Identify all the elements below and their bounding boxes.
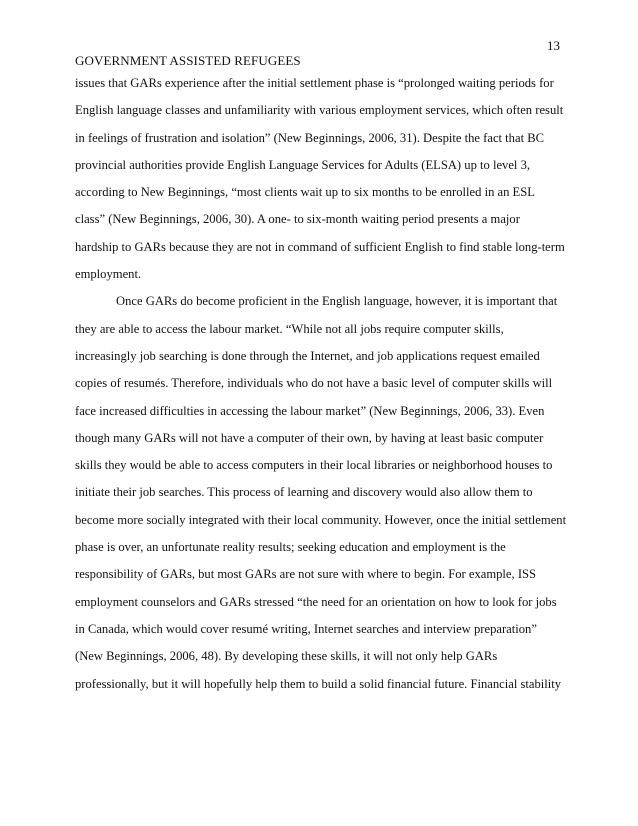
text-line: initiate their job searches. This process of learning and discovery would also allow them to bbox=[75, 485, 533, 500]
text-line: (New Beginnings, 2006, 48). By developing these skills, it will not only help GARs bbox=[75, 649, 498, 664]
running-head: GOVERNMENT ASSISTED REFUGEES bbox=[75, 53, 301, 68]
text-line: provincial authorities provide English Language Services for Adults (ELSA) up to level 3, bbox=[75, 157, 531, 172]
text-line: increasingly job searching is done through the Internet, and job applications request emailed bbox=[75, 348, 540, 363]
text-line: phase is over, an unfortunate reality results; seeking education and employment is the bbox=[75, 540, 506, 555]
text-line: responsibility of GARs, but most GARs are not sure with where to begin. For example, ISS bbox=[75, 567, 537, 582]
text-line: copies of resumés. Therefore, individuals who do not have a basic level of computer skills will bbox=[75, 376, 553, 391]
text-line: skills they would be able to access computers in their local libraries or neighborhood houses to bbox=[75, 458, 553, 473]
text-line: face increased difficulties in accessing the labour market” (New Beginnings, 2006, 33). Even bbox=[75, 403, 545, 418]
text-line: class” (New Beginnings, 2006, 30). A one- to six-month waiting period presents a major bbox=[75, 212, 520, 227]
text-line: professionally, but it will hopefully help them to build a solid financial future. Financial stability bbox=[75, 676, 562, 691]
text-line: Once GARs do become proficient in the English language, however, it is important that bbox=[116, 294, 558, 309]
page-number: 13 bbox=[547, 38, 560, 53]
text-line: employment counselors and GARs stressed “the need for an orientation on how to look for jobs bbox=[75, 594, 557, 609]
text-line: English language classes and unfamiliarity with various employment services, which often result bbox=[75, 103, 564, 118]
text-line: issues that GARs experience after the initial settlement phase is “prolonged waiting periods for bbox=[75, 76, 554, 90]
text-line: employment. bbox=[75, 267, 142, 282]
text-line: hardship to GARs because they are not in command of sufficient English to find stable long-term bbox=[75, 239, 565, 254]
body-text bbox=[75, 75, 575, 703]
text-line: though many GARs will not have a computer of their own, by having at least basic computer bbox=[75, 430, 544, 445]
text-line: in feelings of frustration and isolation” (New Beginnings, 2006, 31). Despite the fact that BC bbox=[75, 130, 545, 145]
text-line: in Canada, which would cover resumé writing, Internet searches and interview preparation” bbox=[75, 621, 537, 636]
text-line: become more socially integrated with their local community. However, once the initial settlement bbox=[75, 512, 567, 527]
text-line: they are able to access the labour market. “While not all jobs require computer skills, bbox=[75, 321, 504, 336]
text-line: according to New Beginnings, “most clients wait up to six months to be enrolled in an ESL bbox=[75, 185, 535, 200]
